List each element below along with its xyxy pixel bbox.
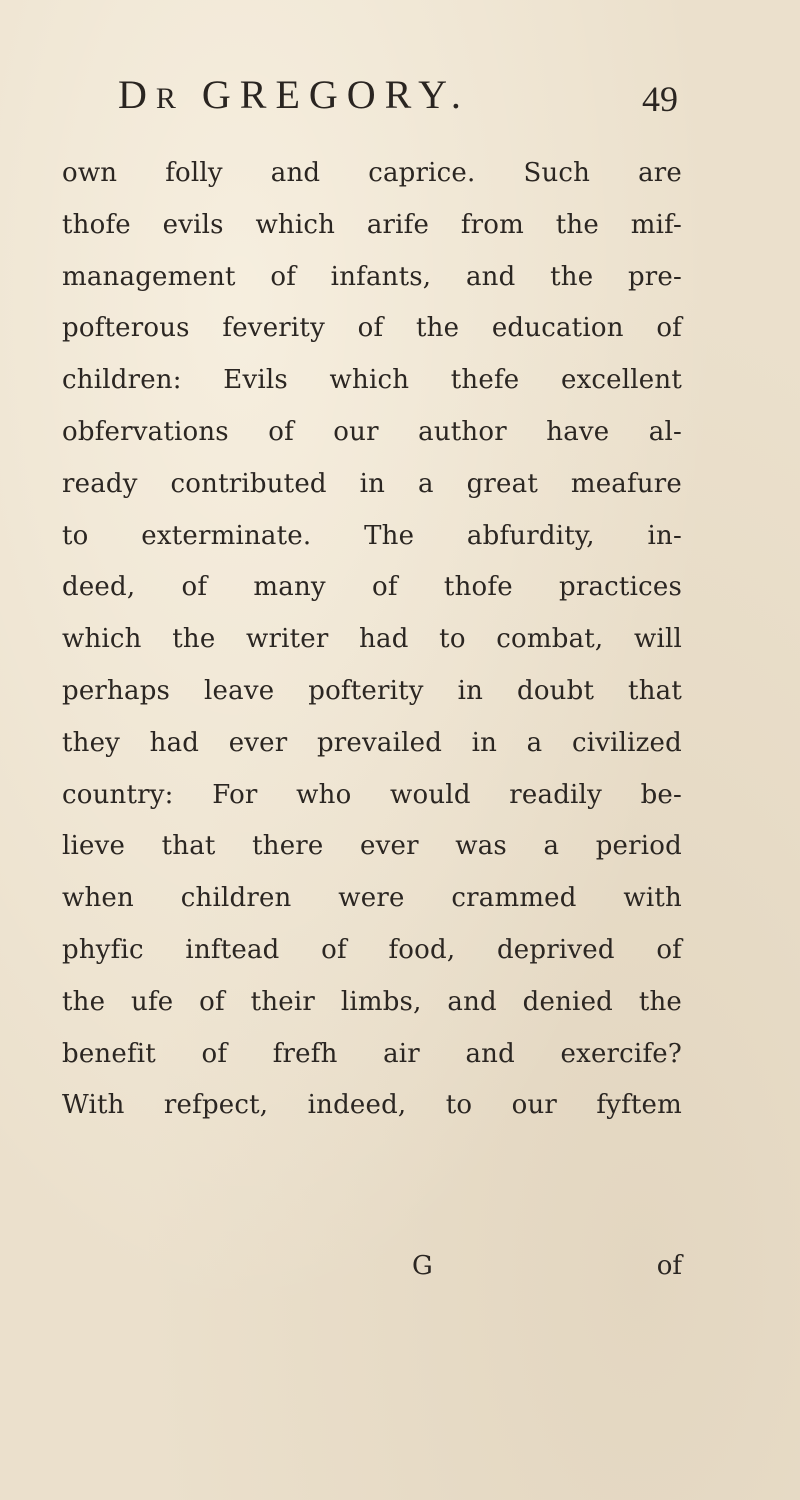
running-head-small-caps: R — [155, 82, 183, 115]
text-line: country: For who would readily be- — [62, 779, 682, 810]
text-line: ready contributed in a great meafure — [62, 468, 682, 499]
text-line: children: Evils which thefe excellent — [62, 365, 682, 396]
running-head-name: GREGORY. — [201, 72, 470, 117]
page-footer — [62, 1240, 682, 1292]
text-line: management of infants, and the pre- — [62, 261, 682, 292]
text-line: when children were crammed with — [62, 883, 682, 914]
running-head — [118, 68, 470, 126]
body-text — [62, 148, 682, 1132]
text-line: With refpect, indeed, to our fyftem — [62, 1090, 682, 1121]
text-line: the ufe of their limbs, and denied the — [62, 986, 682, 1017]
text-line: lieve that there ever was a period — [62, 831, 682, 862]
text-line: perhaps leave pofterity in doubt that — [62, 675, 682, 706]
text-line: they had ever prevailed in a civilized — [62, 727, 682, 758]
text-line: thofe evils which arife from the mif- — [62, 209, 682, 240]
text-line: deed, of many of thofe practices — [62, 572, 682, 603]
signature-mark: G — [412, 1251, 433, 1281]
running-head-initial: D — [118, 72, 156, 117]
text-line: obfervations of our author have al- — [62, 416, 682, 447]
catchword: of — [656, 1251, 682, 1281]
text-line: benefit of frefh air and exercife? — [62, 1038, 682, 1069]
text-line: which the writer had to combat, will — [62, 624, 682, 655]
page-number: 49 — [642, 79, 678, 119]
text-line: to exterminate. The abfurdity, in- — [62, 520, 682, 551]
text-line: own folly and caprice. Such are — [62, 158, 682, 188]
text-line: pofterous feverity of the education of — [62, 313, 682, 344]
text-line: phyfic inftead of food, deprived of — [62, 934, 682, 965]
page-header — [118, 68, 678, 122]
